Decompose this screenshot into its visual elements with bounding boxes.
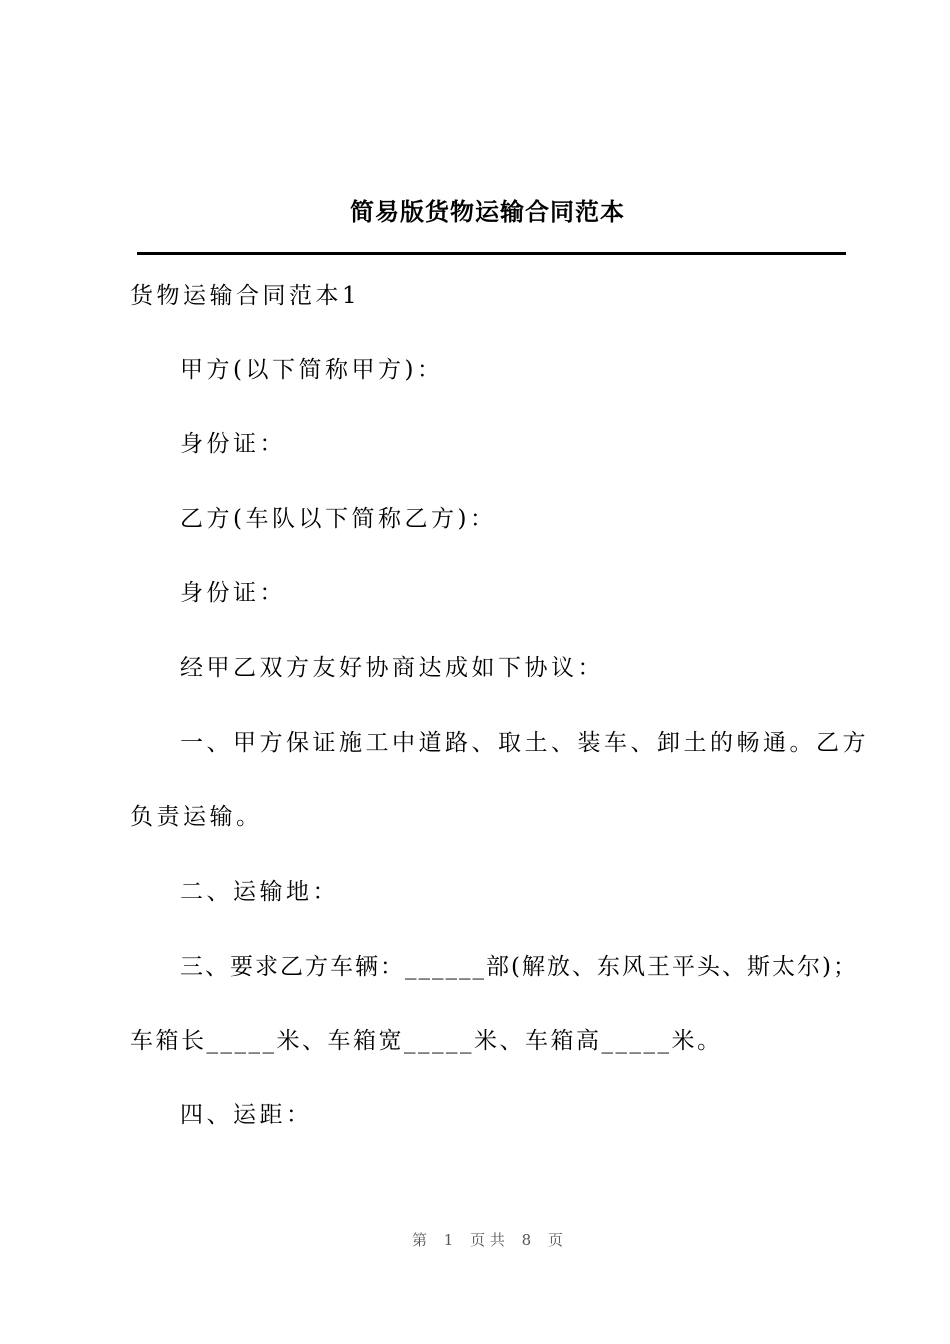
footer-page-total: 8 [521,1231,532,1249]
footer-page-end: 页 [548,1231,564,1249]
clause-1-line-1: 一、甲方保证施工中道路、取土、装车、卸土的畅通。乙方 [180,730,869,756]
clause-2: 二、运输地： [180,879,339,905]
footer-page-word: 第 [411,1231,427,1249]
page-footer [0,1230,950,1250]
clause-3-line-1: 三、要求乙方车辆：______部(解放、东风王平头、斯太尔)； [180,954,858,980]
section-heading: 货物运输合同范本1 [130,283,361,309]
clause-4: 四、运距： [180,1102,313,1128]
party-a-line: 甲方(以下简称甲方)： [180,357,444,383]
footer-page-sep: 页 共 [470,1231,505,1249]
party-b-id-line: 身份证： [180,580,286,606]
party-b-line: 乙方(车队以下简称乙方)： [180,506,497,532]
title-divider [137,252,846,255]
clause-3-line-2: 车箱长_____米、车箱宽_____米、车箱高_____米。 [130,1028,723,1054]
party-a-id-line: 身份证： [180,431,286,457]
clause-1-line-2: 负责运输。 [130,804,263,830]
document-title: 简易版货物运输合同范本 [350,197,625,226]
agreement-intro: 经甲乙双方友好协商达成如下协议： [180,655,604,681]
footer-page-number: 1 [443,1231,454,1249]
